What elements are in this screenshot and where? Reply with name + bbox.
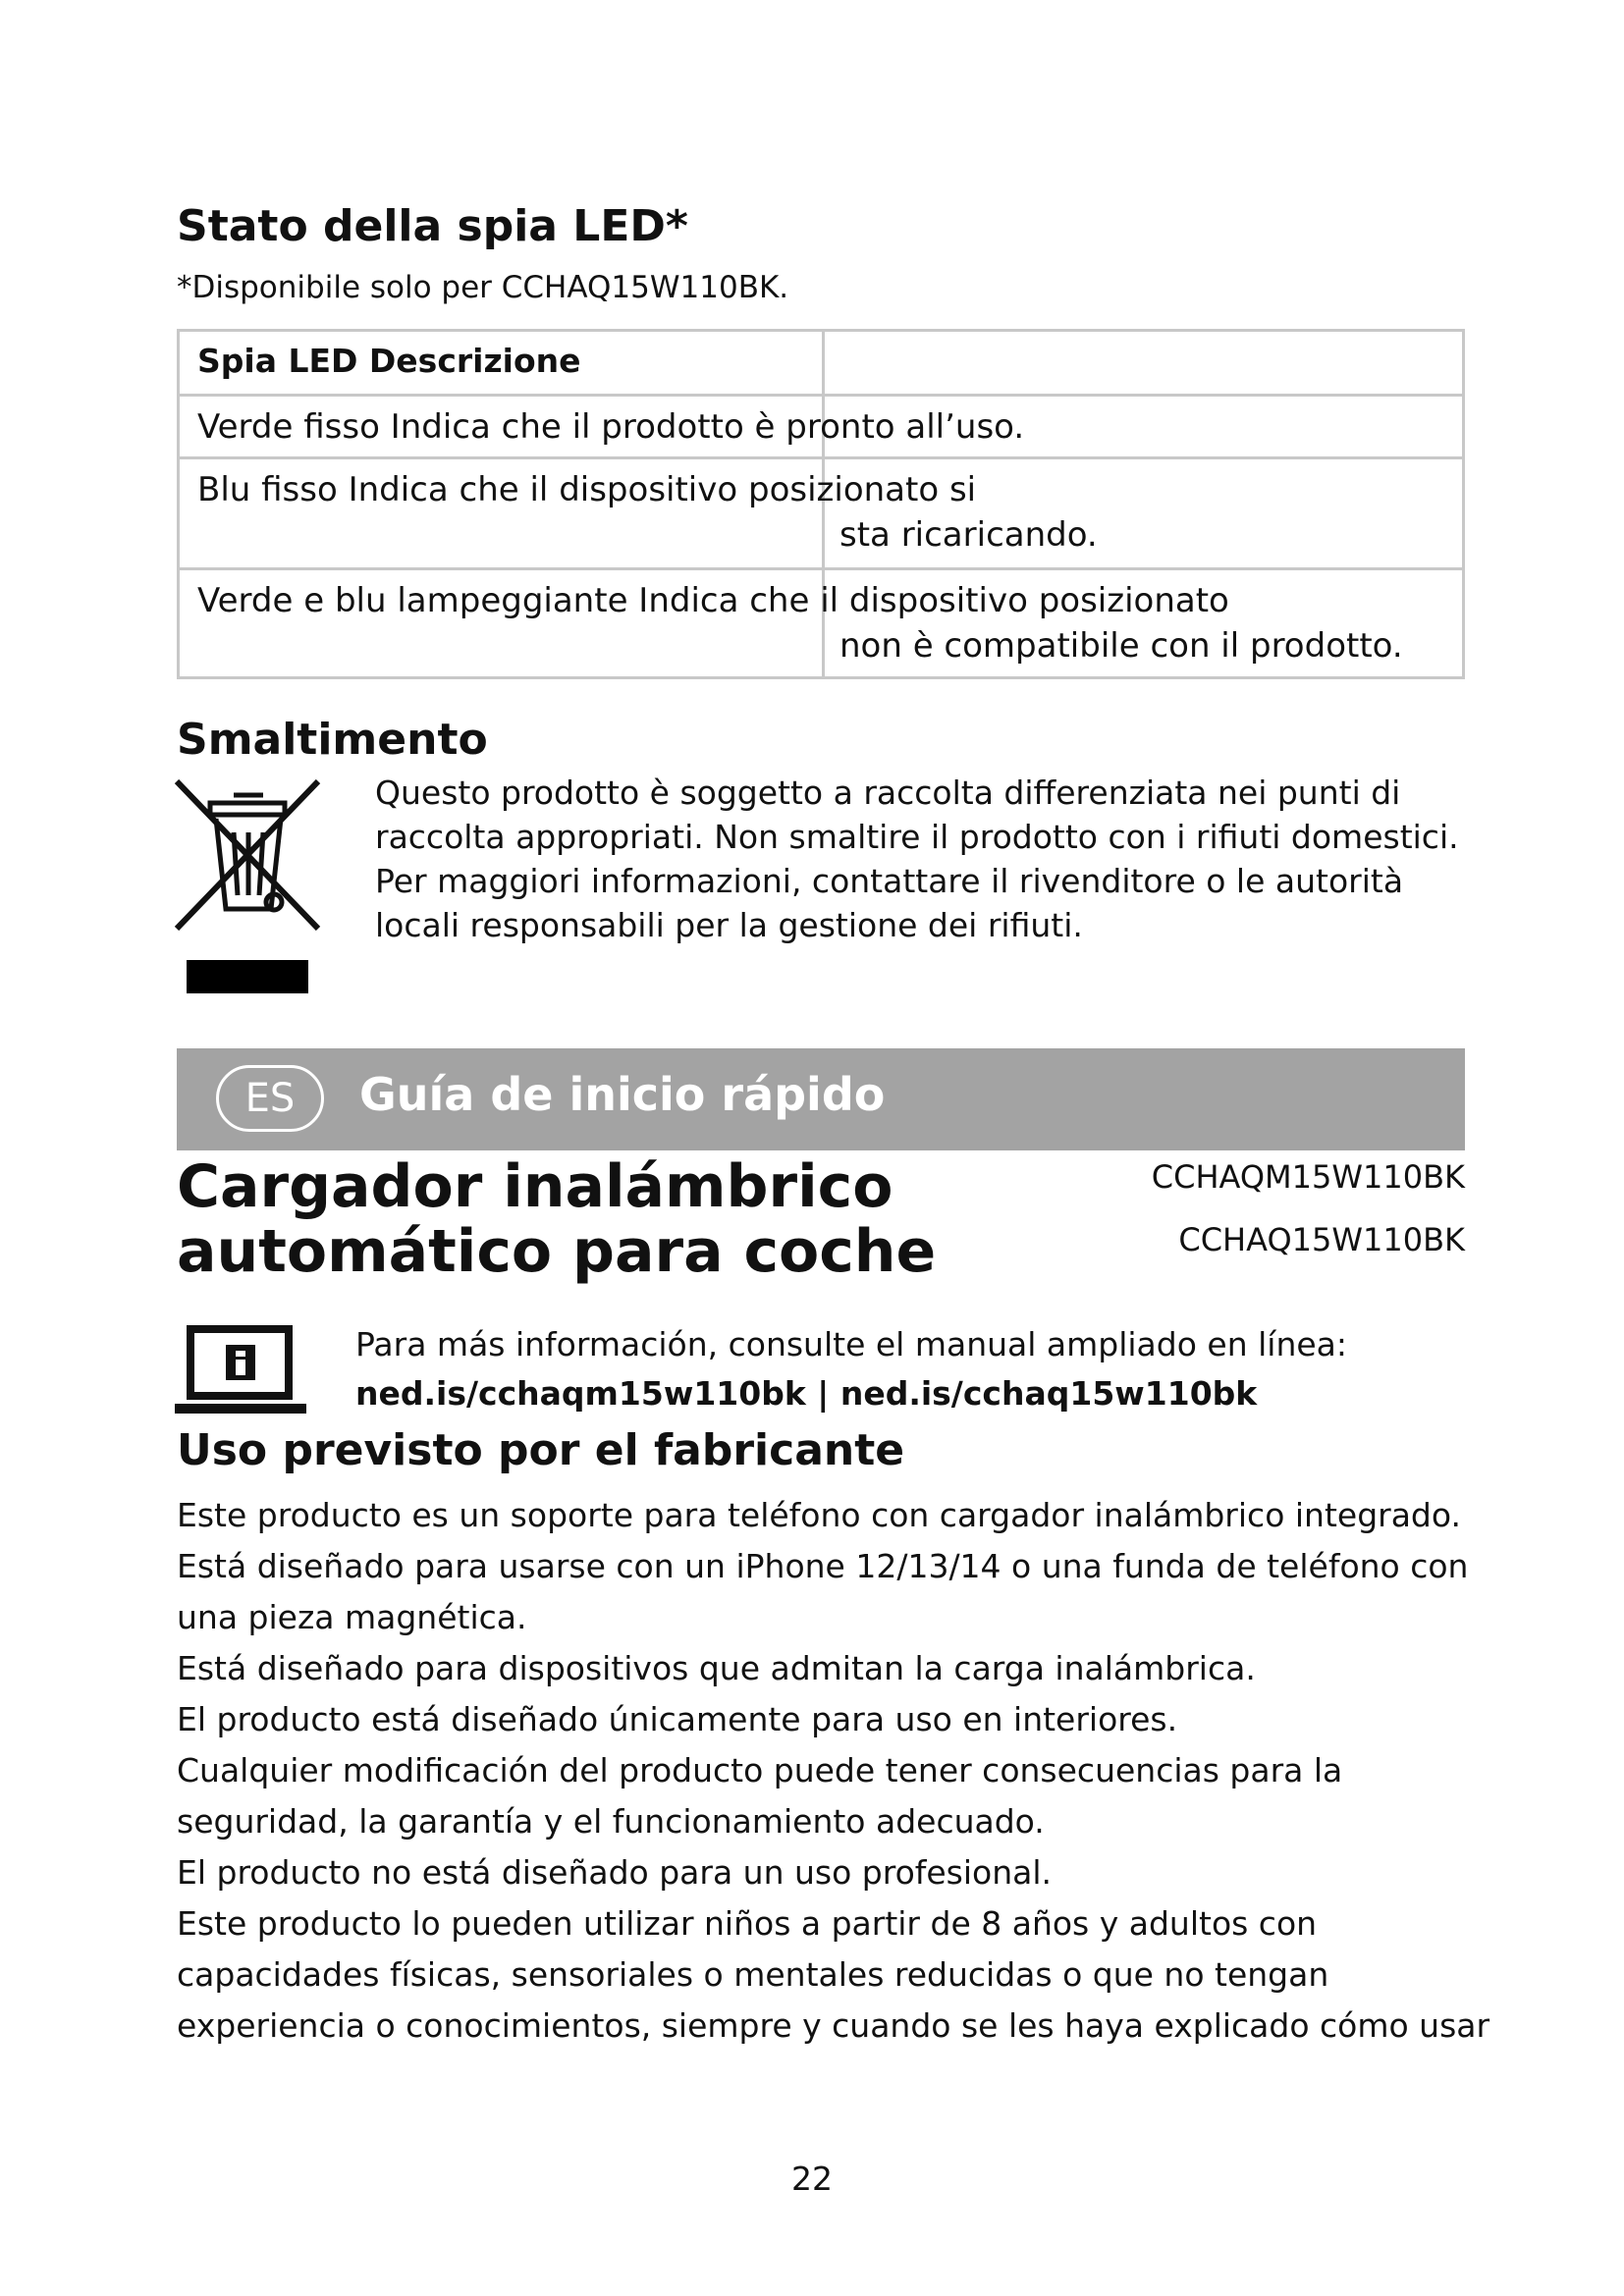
info-block [355, 1320, 1347, 1418]
table-row-blinking-cont: non è compatibile con il prodotto. [839, 626, 1403, 666]
table-row-divider [180, 394, 1462, 397]
body-line: El producto está diseñado únicamente para uso en interiores. [177, 1700, 1178, 1738]
disposal-text [375, 771, 1475, 947]
table-row-blue-cont: sta ricaricando. [839, 515, 1098, 555]
body-line: Este producto lo pueden utilizar niños a partir de 8 años y adultos con [177, 1904, 1318, 1943]
manual-url-link[interactable]: ned.is/cchaqm15w110bk | ned.is/cchaq15w110bk [355, 1374, 1258, 1413]
intended-use-heading: Uso previsto por el fabricante [177, 1425, 905, 1475]
body-line: capacidades físicas, sensoriales o mentales reducidas o que no tengan [177, 1955, 1329, 1994]
language-banner [177, 1048, 1465, 1150]
model-number-2: CCHAQ15W110BK [1178, 1221, 1465, 1258]
banner-title: Guía de inicio rápido [359, 1068, 886, 1121]
online-manual-laptop-icon [175, 1325, 306, 1415]
table-row-divider [180, 456, 1462, 459]
weee-crossed-bin-icon [173, 772, 330, 997]
product-title-line2: automático para coche [177, 1217, 937, 1286]
body-line: Cualquier modificación del producto puede tener consecuencias para la [177, 1751, 1343, 1789]
product-title [177, 1154, 936, 1284]
body-line: Está diseñado para usarse con un iPhone 12/13/14 o una funda de teléfono con [177, 1547, 1469, 1585]
led-status-heading: Stato della spia LED* [177, 201, 688, 251]
body-line: Este producto es un soporte para teléfono con cargador inalámbrico integrado. [177, 1496, 1461, 1534]
table-row-divider [180, 567, 1462, 570]
led-status-table [177, 329, 1465, 679]
page-number: 22 [791, 2160, 833, 2198]
table-header: Spia LED Descrizione [197, 342, 581, 380]
body-line: El producto no está diseñado para un uso profesional. [177, 1853, 1053, 1892]
disposal-line: raccolta appropriati. Non smaltire il prodotto con i rifiuti domestici. [375, 818, 1459, 856]
table-row-green: Verde fisso Indica che il prodotto è pronto all’uso. [197, 407, 1025, 447]
info-text: Para más información, consulte el manual ampliado en línea: [355, 1325, 1348, 1363]
body-line: una pieza magnética. [177, 1598, 527, 1636]
intended-use-text [177, 1490, 1490, 2052]
product-title-line1: Cargador inalámbrico [177, 1152, 893, 1221]
language-code-badge: ES [216, 1065, 324, 1132]
table-row-blue: Blu fisso Indica che il dispositivo posizionato si [197, 470, 977, 509]
disposal-line: Questo prodotto è soggetto a raccolta differenziata nei punti di [375, 774, 1401, 812]
body-line: experiencia o conocimientos, siempre y cuando se les haya explicado cómo usar [177, 2006, 1490, 2045]
table-row-blinking: Verde e blu lampeggiante Indica che il dispositivo posizionato [197, 581, 1229, 620]
body-line: seguridad, la garantía y el funcionamiento adecuado. [177, 1802, 1045, 1841]
disposal-heading: Smaltimento [177, 715, 488, 765]
disposal-line: Per maggiori informazioni, contattare il rivenditore o le autorità [375, 862, 1404, 900]
body-line: Está diseñado para dispositivos que admitan la carga inalámbrica. [177, 1649, 1256, 1687]
disposal-line: locali responsabili per la gestione dei rifiuti. [375, 906, 1083, 944]
model-number-1: CCHAQM15W110BK [1151, 1158, 1465, 1196]
led-availability-note: *Disponibile solo per CCHAQ15W110BK. [177, 270, 789, 305]
